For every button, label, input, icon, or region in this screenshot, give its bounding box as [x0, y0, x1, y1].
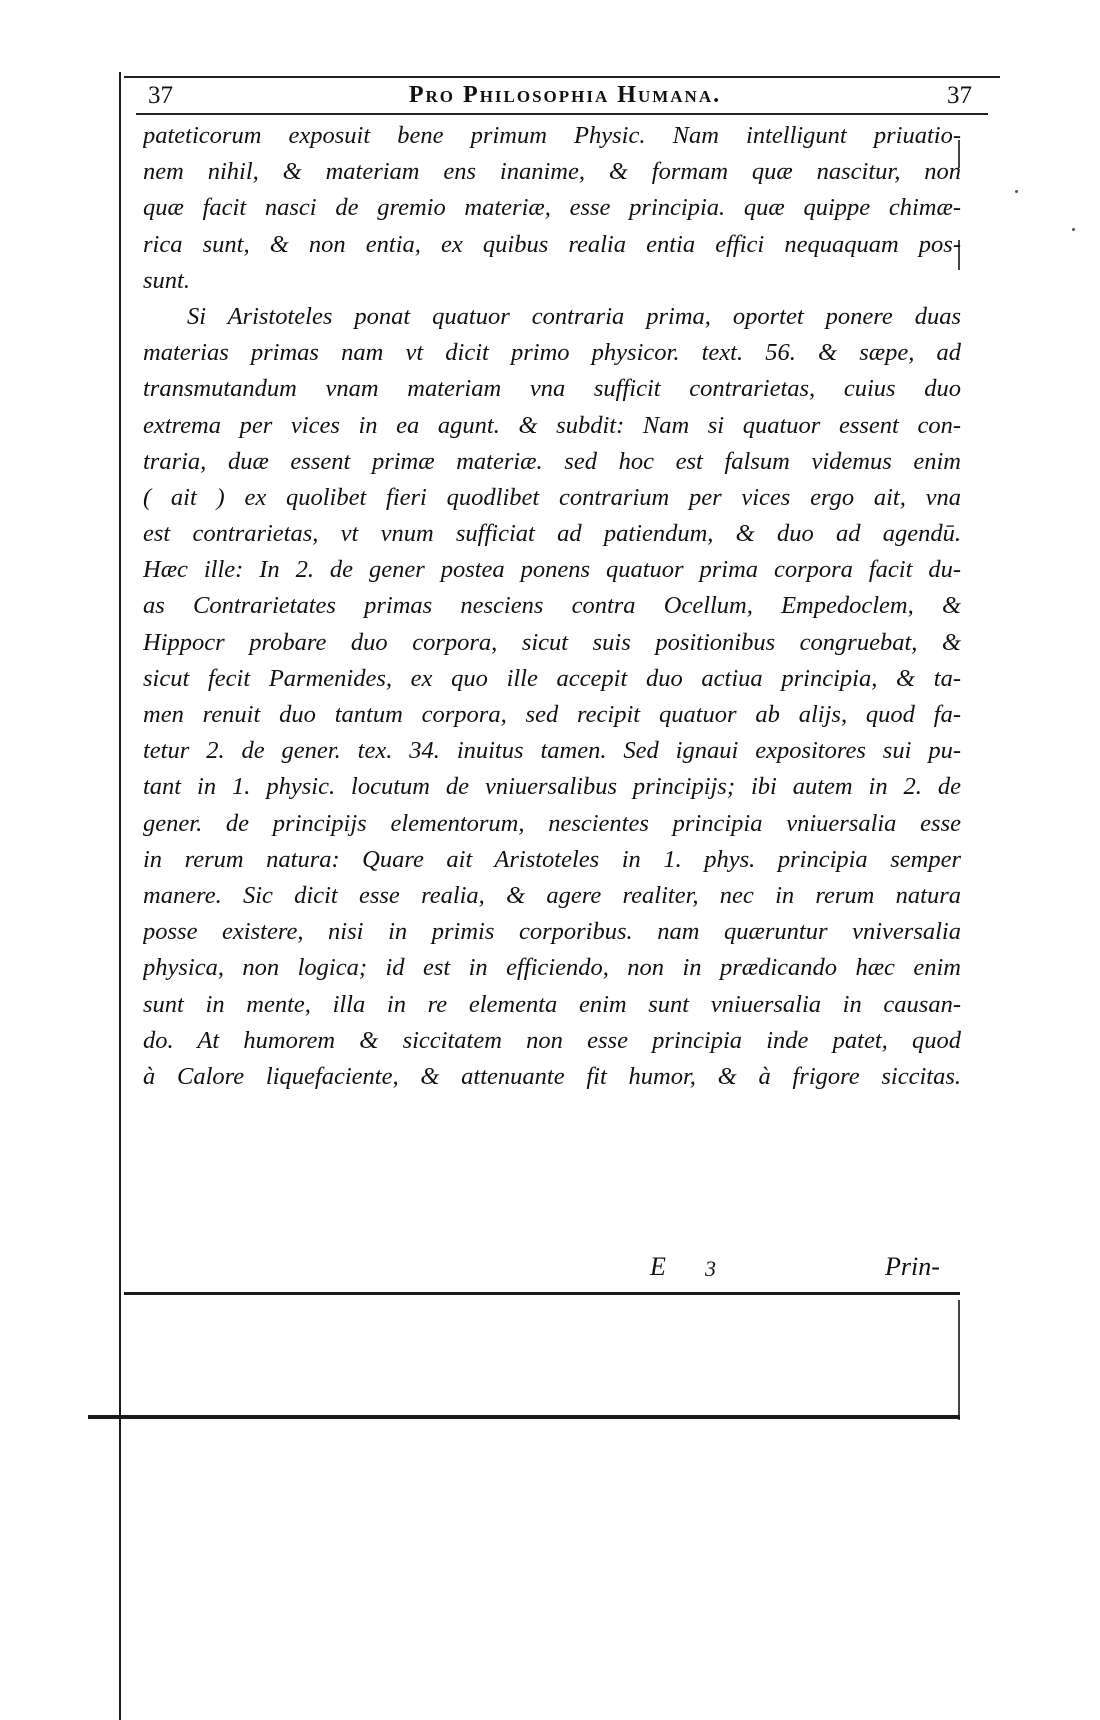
text-line: rica sunt, & non entia, ex quibus realia entia effici nequaquam pos-: [143, 230, 961, 258]
text-line: in rerum natura: Quare ait Aristoteles in 1. phys. principia semper: [143, 845, 961, 873]
scan-speck: [1072, 228, 1075, 231]
running-title: Pro Philosophia Humana.: [408, 82, 722, 108]
text-line: tant in 1. physic. locutum de vniuersalibus principijs; ibi autem in 2. de: [143, 773, 961, 801]
text-line: est contrarietas, vt vnum sufficiat ad patiendum, & duo ad agendū.: [143, 520, 961, 548]
text-line: sunt.: [143, 266, 190, 294]
text-line: extrema per vices in ea agunt. & subdit: Nam si quatuor essent con-: [143, 411, 961, 439]
signature-number: 3: [705, 1256, 716, 1281]
margin-mark: [958, 1300, 960, 1420]
scan-edge-rule: [88, 1415, 960, 1419]
text-line: manere. Sic dicit esse realia, & agere realiter, nec in rerum natura: [143, 881, 961, 909]
text-line: pateticorum exposuit bene primum Physic. Nam intelligunt priuatio-: [143, 122, 961, 149]
signature-mark: E: [650, 1252, 666, 1281]
text-line: as Contrarietates primas nesciens contra Ocellum, Empedoclem, &: [143, 592, 961, 620]
bottom-rule: [124, 1292, 960, 1295]
page-footer: [140, 1252, 960, 1288]
page-left-border: [119, 72, 121, 1720]
header-top-rule: [124, 76, 1000, 78]
text-line: Hæc ille: In 2. de gener postea ponens quatuor prima corpora facit du-: [143, 556, 961, 584]
text-line: gener. de principijs elementorum, nescientes principia vniuersalia esse: [143, 809, 961, 837]
text-line: materias primas nam vt dicit primo physicor. text. 56. & sæpe, ad: [143, 339, 961, 367]
text-line: physica, non logica; id est in efficiendo, non in prædicando hæc enim: [143, 954, 961, 982]
text-line: traria, duæ essent primæ materiæ. sed hoc est falsum videmus enim: [143, 447, 961, 475]
text-line: nem nihil, & materiam ens inanime, & formam quæ nascitur, non: [143, 158, 961, 186]
page-number-left: 37: [148, 82, 173, 109]
page-body-text: [143, 118, 961, 1095]
text-line: tetur 2. de gener. tex. 34. inuitus tamen. Sed ignaui expositores sui pu-: [143, 737, 961, 765]
text-line: sicut fecit Parmenides, ex quo ille accepit duo actiua principia, & ta-: [143, 664, 961, 692]
running-header: [140, 80, 990, 112]
catchword: Prin-: [885, 1252, 940, 1281]
text-line: do. At humorem & siccitatem non esse principia inde patet, quod: [143, 1026, 961, 1054]
text-line: men renuit duo tantum corpora, sed recipit quatuor ab alijs, quod fa-: [143, 701, 961, 728]
header-bottom-rule: [136, 113, 988, 115]
text-line: transmutandum vnam materiam vna sufficit contrarietas, cuius duo: [143, 375, 961, 403]
text-line: ( ait ) ex quolibet fieri quodlibet contrarium per vices ergo ait, vna: [143, 483, 961, 511]
paragraph-start-line: Si Aristoteles ponat quatuor contraria prima, oportet ponere duas: [187, 302, 961, 330]
text-line: posse existere, nisi in primis corporibus. nam quæruntur vniversalia: [143, 918, 961, 946]
text-line: quæ facit nasci de gremio materiæ, esse principia. quæ quippe chimæ-: [143, 194, 961, 222]
scan-speck: [1015, 190, 1018, 193]
page-number-right: 37: [947, 82, 972, 109]
text-line: à Calore liquefaciente, & attenuante fit humor, & à frigore siccitas.: [143, 1062, 961, 1090]
text-line: sunt in mente, illa in re elementa enim sunt vniuersalia in causan-: [143, 990, 961, 1018]
text-line: Hippocr probare duo corpora, sicut suis positionibus congruebat, &: [143, 628, 961, 656]
